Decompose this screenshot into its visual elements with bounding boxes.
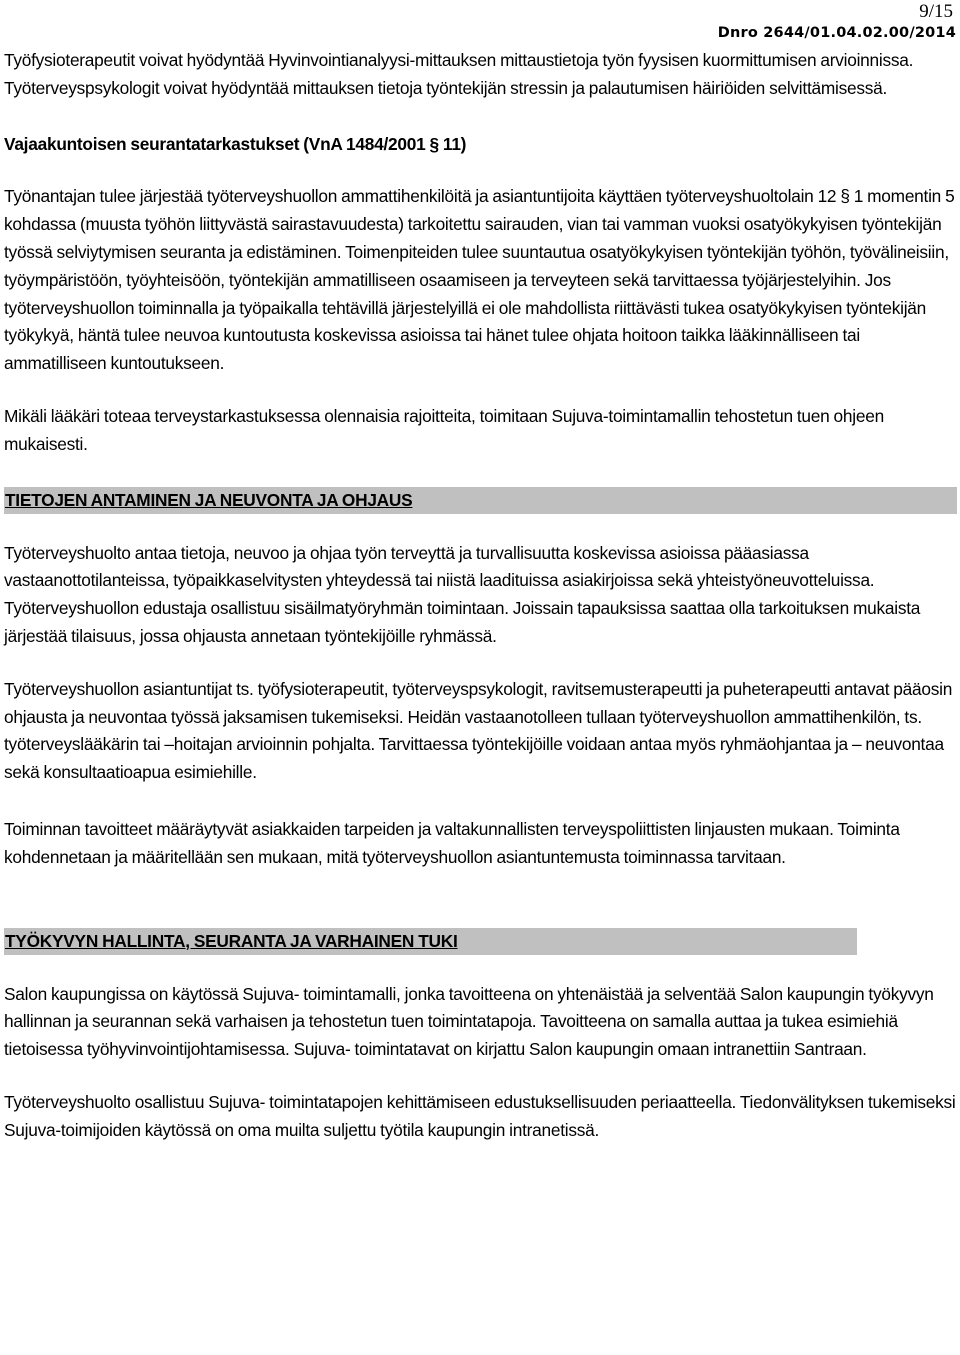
work-ability-section-heading: TYÖKYVYN HALLINTA, SEURANTA JA VARHAINEN TUKI [4, 928, 857, 955]
work-ability-paragraph-1: Salon kaupungissa on käytössä Sujuva- toimintamalli, jonka tavoitteena on yhtenäistää ja selventää Salon kaupungin työkyvyn hallinnan ja seurannan sekä varhaisen ja tehostetun tuen toimintatapoja. Tavoitteena on samalla auttaa ja tukea esimiehiä tietoisessa työhyvinvointijohtamisessa. Sujuva- toimintatavat on kirjattu Salon kaupungin omaan intranettiin Santraan. [4, 983, 934, 1060]
follow-up-paragraph-2: Mikäli lääkäri toteaa terveystarkastuksessa olennaisia rajoitteita, toimitaan Sujuva-toimintamallin tehostetun tuen ohjeen mukaisesti. [4, 405, 884, 454]
document-body [4, 47, 956, 1145]
information-section-heading: TIETOJEN ANTAMINEN JA NEUVONTA JA OHJAUS [4, 487, 957, 514]
information-paragraph-1: Työterveyshuolto antaa tietoja, neuvoo ja ohjaa työn terveyttä ja turvallisuutta koskevissa asioissa pääasiassa vastaanottotilanteissa, työpaikkaselvitysten yhteydessä tai niistä laadituissa asiakirjoissa sekä yhteistyöneuvotteluissa. Työterveyshuollon edustaja osallistuu sisäilmatyöryhmän toimintaan. Joissain tapauksissa saattaa olla tarkoituksen mukaista järjestää tilaisuus, jossa ohjausta annetaan työntekijöille ryhmässä. [4, 542, 921, 646]
intro-paragraph: Työfysioterapeutit voivat hyödyntää Hyvinvointianalyysi-mittauksen mittaustietoja työn fyysisen kuormittumisen arvioinnissa. Työterveyspsykologit voivat hyödyntää mittauksen tietoja työntekijän stressin ja palautumisen häiriöiden selvittämisessä. [4, 50, 914, 98]
follow-up-heading: Vajaakuntoisen seurantatarkastukset (VnA 1484/2001 § 11) [4, 133, 467, 154]
work-ability-paragraph-2: Työterveyshuolto osallistuu Sujuva- toimintatapojen kehittämiseen edustuksellisuuden periaatteella. Tiedonvälityksen tukemiseksi Sujuva-toimijoiden käytössä on oma muilta suljettu työtila kaupungin intranetissä. [4, 1091, 956, 1140]
document-reference: Dnro 2644/01.04.02.00/2014 [717, 25, 956, 41]
information-paragraph-3: Toiminnan tavoitteet määräytyvät asiakkaiden tarpeiden ja valtakunnallisten terveyspoliittisten linjausten mukaan. Toiminta kohdennetaan ja määritellään sen mukaan, mitä työterveyshuollon asiantuntemusta toiminnassa tarvitaan. [4, 818, 900, 867]
information-paragraph-2: Työterveyshuollon asiantuntijat ts. työfysioterapeutit, työterveyspsykologit, ravitsemusterapeutti ja puheterapeutti antavat pääosin ohjausta ja neuvontaa työssä jaksamisen tukemiseksi. Heidän vastaanotolleen tullaan työterveyshuollon ammattihenkilön, ts. työterveyslääkärin tai –hoitajan arvioinnin pohjalta. Tarvittaessa työntekijöille voidaan antaa myös ryhmäohjantaa ja – neuvontaa sekä konsultaatioapua esimiehille. [4, 678, 953, 783]
page-number: 9/15 [919, 1, 953, 22]
follow-up-paragraph-1: Työnantajan tulee järjestää työterveyshuollon ammattihenkilöitä ja asiantuntijoita käyttäen työterveyshuoltolain 12 § 1 momentin 5 kohdassa (muusta työhön liittyvästä sairastavuudesta) tarkoitettu sairauden, vian tai vamman vuoksi osatyökykyisen työntekijän työssä selviytymisen seuranta ja edistäminen. Toimenpiteiden tulee suuntautua osatyökykyisen työntekijän työhön, työvälineisiin, työympäristöön, työyhteisöön, työntekijän ammatilliseen osaamiseen ja terveyteen sekä tarvittaessa työjärjestelyihin. Jos työterveyshuollon toiminnalla ja työpaikalla tehtävillä järjestelyillä ei ole mahdollista riittävästi tukea osatyökykyisen työntekijän työkykyä, häntä tulee neuvoa kuntoutusta koskevissa asioissa tai hänet tulee ohjata hoitoon taikka lääkinnälliseen tai ammatilliseen kuntoutukseen. [4, 186, 955, 374]
